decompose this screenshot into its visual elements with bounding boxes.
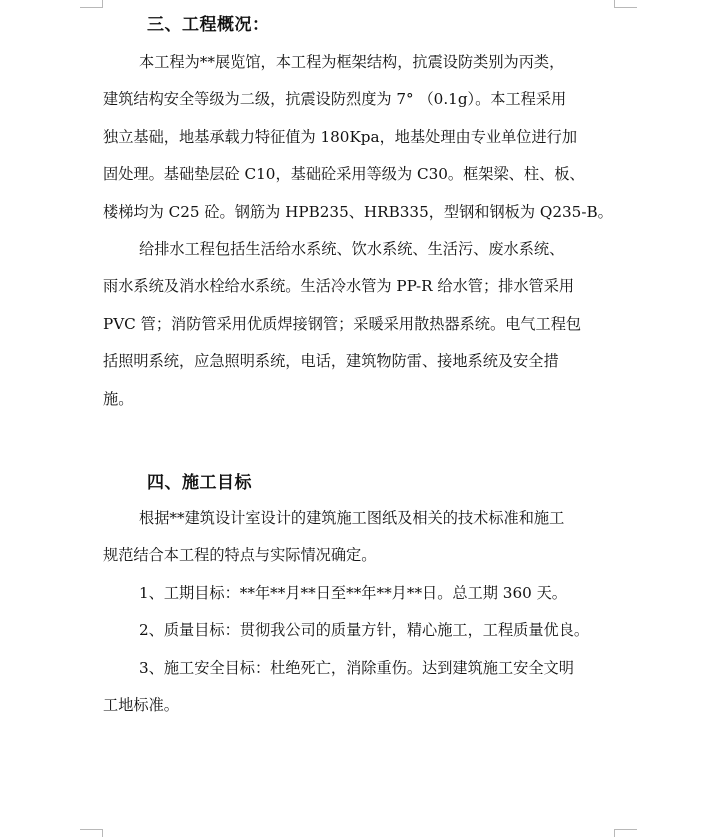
text-line: 括照明系统，应急照明系统，电话，建筑物防雷、接地系统及安全措 [103,352,559,371]
goal-item-1 [103,575,615,612]
goal-item-3 [103,650,615,725]
crop-mark-bottom-left-h [80,829,103,830]
text-line: 工地标准。 [103,696,179,715]
text-line: 1、工期目标：**年**月**日至**年**月**日。总工期 360 天。 [139,583,567,602]
goal-item-2 [103,612,615,649]
section-3-paragraph-1 [103,44,615,231]
text-line: 雨水系统及消水栓给水系统。生活冷水管为 PP-R 给水管；排水管采用 [103,277,575,296]
text-line: 规范结合本工程的特点与实际情况确定。 [103,546,377,565]
section-spacer [103,418,615,466]
crop-mark-bottom-right-v [614,829,615,837]
text-line: PVC 管；消防管采用优质焊接钢管；采暖采用散热器系统。电气工程包 [103,314,582,333]
crop-mark-top-right-h [614,7,637,8]
crop-mark-top-left-h [80,7,103,8]
text-line: 2、质量目标：贯彻我公司的质量方针，精心施工，工程质量优良。 [139,621,590,640]
crop-mark-bottom-left-v [102,829,103,837]
text-line: 建筑结构安全等级为二级，抗震设防烈度为 7° （0.1g）。本工程采用 [103,90,567,109]
text-line: 固处理。基础垫层砼 C10，基础砼采用等级为 C30。框架梁、柱、板、 [103,165,585,184]
text-line: 楼梯均为 C25 砼。钢筋为 HPB235、HRB335，型钢和钢板为 Q235-B。 [103,202,613,221]
text-line: 施。 [103,389,134,408]
text-line: 根据**建筑设计室设计的建筑施工图纸及相关的技术标准和施工 [139,509,565,528]
text-line: 给排水工程包括生活给水系统、饮水系统、生活污、废水系统、 [139,240,565,259]
text-line: 3、施工安全目标：杜绝死亡，消除重伤。达到建筑施工安全文明 [139,658,574,677]
text-line: 独立基础，地基承载力特征值为 180Kpa，地基处理由专业单位进行加 [103,127,578,146]
crop-mark-bottom-right-h [614,829,637,830]
section-4-paragraph-1 [103,500,615,575]
document-body [103,8,615,725]
section-3-title: 三、工程概况： [147,15,270,35]
section-3-paragraph-2 [103,231,615,418]
text-line: 本工程为**展览馆，本工程为框架结构，抗震设防类别为丙类， [139,53,565,71]
section-4-title: 四、施工目标 [147,473,252,494]
